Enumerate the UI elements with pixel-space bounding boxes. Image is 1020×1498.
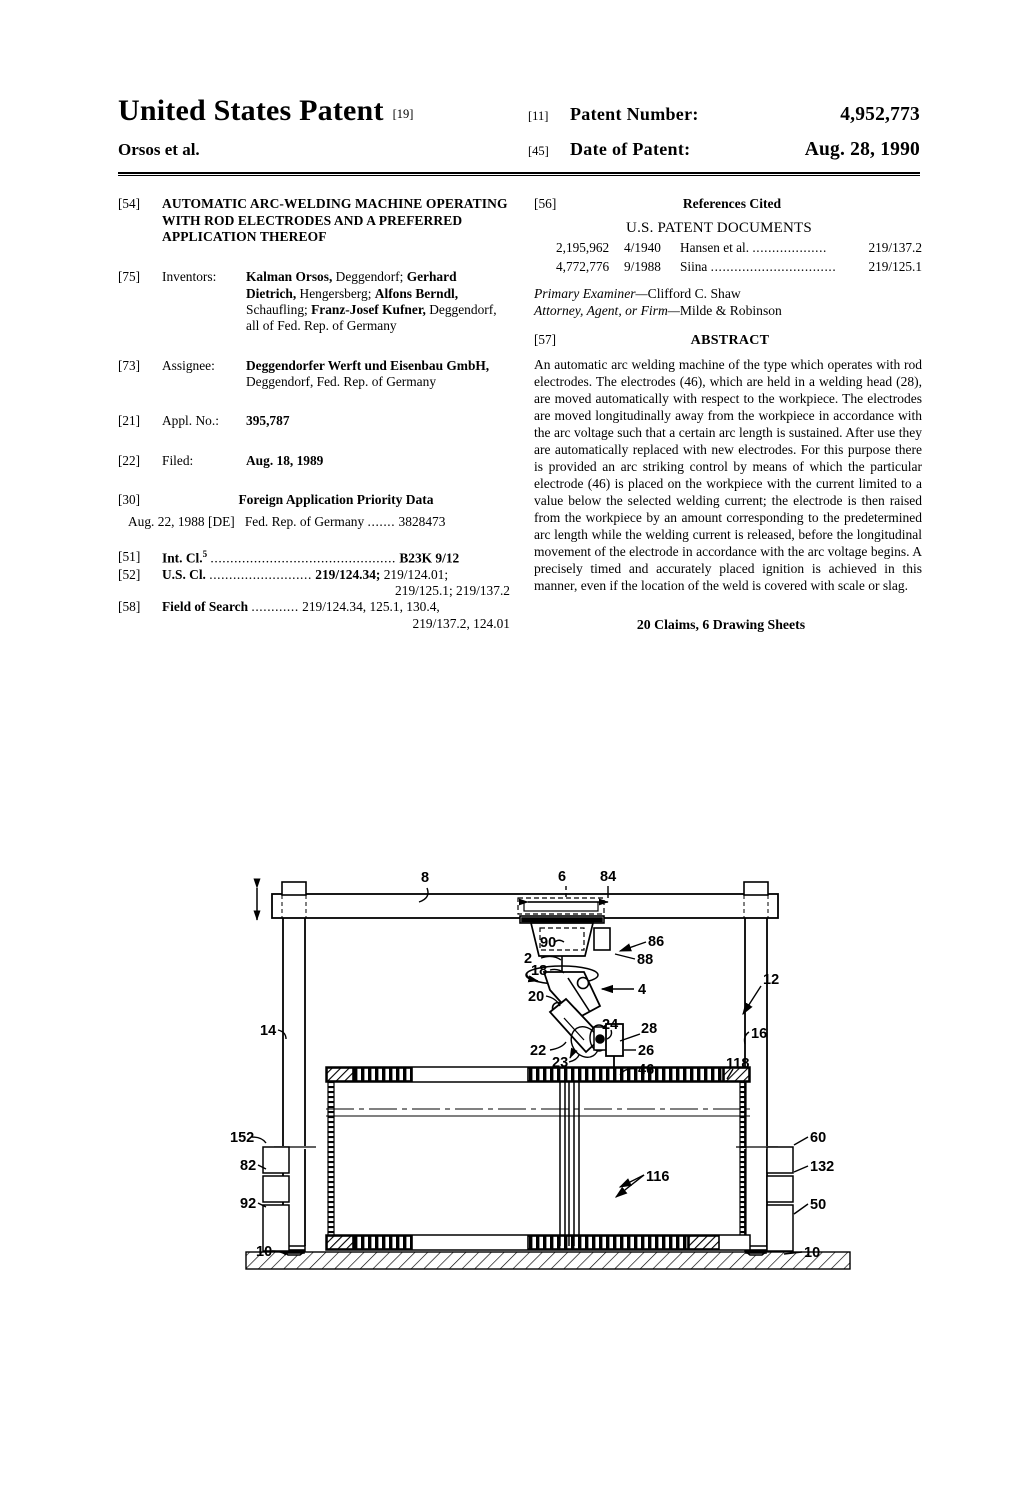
reference-inventor [680, 259, 856, 275]
references-header [534, 196, 922, 213]
electrode-guide-116 [560, 1082, 579, 1246]
masthead [118, 96, 920, 161]
numeral-14: 14 [260, 1023, 277, 1039]
reference-date: 9/1988 [624, 259, 661, 275]
attorney-line [534, 302, 922, 319]
int-cl-body [162, 549, 510, 567]
workpiece-lower-plate [326, 1235, 750, 1250]
numeral-6: 6 [558, 869, 567, 885]
invention-title: AUTOMATIC ARC-WELDING MACHINE OPERATING WITH ROD ELECTRODES AND A PREFERRED APPLICATION THEREOF [162, 196, 508, 245]
numeral-22: 22 [530, 1043, 547, 1059]
reference-classification: 219/137.2 [868, 239, 922, 255]
field-search-continuation: 219/137.2, 124.01 [412, 615, 510, 631]
field-inventors-label: Inventors: [162, 269, 217, 285]
field-assignee [118, 358, 510, 391]
numeral-60: 60 [810, 1130, 827, 1146]
attorney-label: Attorney, Agent, or Firm— [534, 303, 680, 319]
priority-heading: Foreign Application Priority Data [238, 491, 434, 507]
numeral-23: 23 [552, 1055, 569, 1071]
reference-inventor-text: Siina [680, 259, 708, 275]
field-us-cl [118, 567, 510, 583]
motor-88 [594, 928, 610, 950]
reference-patent-number: 4,772,776 [556, 259, 610, 275]
us-cl-body [162, 567, 510, 583]
reference-inventor [680, 240, 856, 256]
numeral-4: 4 [638, 982, 647, 998]
numeral-16: 16 [751, 1026, 768, 1042]
numeral-50: 50 [810, 1197, 827, 1213]
field-priority-code: [30] [118, 491, 140, 507]
us-cl-label: U.S. Cl. [162, 566, 206, 582]
numeral-10-left: 10 [256, 1244, 273, 1260]
numeral-12: 12 [763, 972, 780, 988]
field-title-code: [54] [118, 196, 140, 211]
reference-patent-number: 2,195,962 [556, 239, 610, 255]
reference-row [534, 240, 922, 256]
appl-number-value: 395,787 [246, 413, 290, 429]
numeral-86: 86 [648, 934, 665, 950]
abstract-heading: ABSTRACT [690, 332, 770, 348]
inventors-shortname: Orsos et al. [118, 140, 200, 159]
patent-number-block [528, 104, 920, 126]
int-cl-leader-dots: ............................................... [210, 550, 396, 566]
field-filed-label: Filed: [162, 452, 194, 468]
numeral-92: 92 [240, 1196, 257, 1212]
numeral-118: 118 [726, 1056, 750, 1072]
reference-classification: 219/125.1 [868, 259, 922, 275]
field-appl-label: Appl. No.: [162, 413, 219, 429]
cabinet-152 [263, 1147, 289, 1173]
numeral-90: 90 [540, 935, 557, 951]
reference-inventor-text: Hansen et al. [680, 239, 750, 255]
workpiece-upper-plate-118 [326, 1067, 750, 1082]
patent-date-label: Date of Patent: [570, 139, 691, 159]
numeral-8: 8 [421, 870, 430, 886]
filed-date-value: Aug. 18, 1989 [246, 452, 324, 468]
masthead-row-secondary [118, 139, 920, 161]
bibliographic-right-column [534, 196, 922, 633]
field-filed [118, 453, 510, 469]
inventor-city: Schaufling; [246, 301, 312, 317]
numeral-82: 82 [240, 1158, 257, 1174]
field-assignee-label: Assignee: [162, 357, 215, 373]
attorney-name: Milde & Robinson [679, 303, 782, 319]
patent-number-value: 4,952,773 [840, 104, 920, 125]
numeral-26: 26 [638, 1043, 655, 1059]
us-cl-leader-dots: .......................... [209, 566, 312, 582]
cabinet-60 [767, 1147, 793, 1173]
masthead-row-primary [118, 96, 920, 126]
field-inventors [118, 269, 510, 334]
masthead-office-block [118, 96, 528, 126]
inventor-city: Hengersberg; [296, 285, 375, 301]
inventor-name: Kalman Orsos, [246, 269, 333, 285]
patent-number-label: Patent Number: [570, 104, 699, 124]
numeral-24: 24 [602, 1017, 619, 1033]
us-cl-primary: 219/124.34; [315, 566, 381, 582]
bibliographic-left-column [118, 196, 510, 632]
field-search-leader-dots: ............ [251, 599, 299, 615]
field-appl-code: [21] [118, 413, 140, 429]
field-us-cl-code: [52] [118, 566, 141, 582]
numeral-46: 46 [638, 1062, 655, 1078]
numeral-84: 84 [600, 869, 617, 885]
patent-date-code: [45] [528, 144, 549, 158]
int-cl-edition: 5 [202, 548, 208, 559]
numeral-10-right: 10 [804, 1245, 821, 1261]
abstract-header [534, 332, 922, 349]
priority-country-code: [DE] [207, 514, 235, 530]
field-search-label: Field of Search [162, 599, 249, 615]
cabinet-50 [767, 1205, 793, 1251]
us-cl-continuation: 219/125.1; 219/137.2 [395, 582, 510, 598]
inventor-city: Deggendorf; [332, 269, 407, 285]
kind-code: [19] [392, 107, 414, 121]
reference-date: 4/1940 [624, 239, 661, 255]
masthead-authors-block [118, 141, 528, 160]
patent-number-code: [11] [528, 109, 549, 123]
numeral-116: 116 [646, 1169, 670, 1185]
assignee-value [246, 358, 510, 391]
field-int-cl-code: [51] [118, 548, 141, 564]
int-cl-value: B23K 9/12 [399, 550, 460, 566]
field-search [118, 599, 510, 615]
numeral-20: 20 [528, 989, 545, 1005]
references-subheading: U.S. PATENT DOCUMENTS [626, 219, 812, 236]
field-priority [118, 492, 510, 508]
priority-application-number: 3828473 [398, 514, 446, 530]
references-code: [56] [534, 196, 557, 211]
us-cl-secondary: 219/124.01; [380, 566, 449, 582]
priority-country: Fed. Rep. of Germany [244, 514, 365, 530]
patent-date-value: Aug. 28, 1990 [804, 139, 920, 160]
numeral-2: 2 [524, 951, 533, 967]
inventor-name: Alfons Berndl, [374, 285, 459, 301]
assignee-address: Deggendorf, Fed. Rep. of Germany [246, 373, 437, 389]
numeral-132: 132 [810, 1159, 835, 1175]
field-inventors-code: [75] [118, 269, 140, 285]
numeral-152: 152 [230, 1130, 255, 1146]
cabinet-82 [263, 1176, 289, 1202]
numeral-88: 88 [637, 952, 654, 968]
welding-machine-drawing [228, 866, 868, 1278]
masthead-divider [118, 172, 920, 176]
claims-sheets-line: 20 Claims, 6 Drawing Sheets [636, 616, 806, 632]
examiner-block [534, 285, 922, 319]
priority-date: Aug. 22, 1988 [128, 514, 205, 530]
field-assignee-code: [73] [118, 357, 140, 373]
field-int-cl [118, 549, 510, 567]
primary-examiner-line [534, 285, 922, 302]
priority-leader-dots: ....... [367, 514, 396, 530]
cabinet-132 [767, 1176, 793, 1202]
reference-row [534, 259, 922, 275]
abstract-code: [57] [534, 331, 556, 347]
assignee-name: Deggendorfer Werft und Eisenbau GmbH, [246, 357, 490, 373]
int-cl-label: Int. Cl. [162, 550, 203, 566]
inventors-list [246, 269, 510, 334]
inventor-city: Deggendorf, all of Fed. Rep. of Germany [246, 301, 497, 334]
inventor-name: Gerhard Dietrich, [246, 269, 457, 301]
patent-date-block [528, 139, 920, 161]
inventor-name: Franz-Josef Kufner, [311, 301, 426, 317]
primary-examiner-name: Clifford C. Shaw [647, 286, 741, 302]
patent-figure [228, 866, 868, 1278]
field-search-value: 219/124.34, 125.1, 130.4, [298, 599, 440, 615]
field-filed-code: [22] [118, 452, 140, 468]
priority-entry [118, 514, 510, 530]
reference-leader-dots: ................... [752, 239, 827, 255]
numeral-28: 28 [641, 1021, 658, 1037]
field-title [118, 196, 510, 246]
numeral-18: 18 [531, 963, 548, 979]
references-heading: References Cited [682, 196, 782, 211]
primary-examiner-label: Primary Examiner— [534, 286, 648, 302]
field-search-code: [58] [118, 599, 141, 615]
abstract-text: An automatic arc welding machine of the type which operates with rod electrodes. The electrodes (46), which are held in a welding head (28), are moved automatically with respect to the workpiece. The electrodes are moved longitudinally away from the workpiece in accordance with the arc voltage such that a certain arc length is sustained. After use they are automatically replaced with new electrodes. For this purpose there is provided an arc striking control by means of which the particular electrode (46) is placed on the workpiece with the current limited to a value below the selected welding current; the electrode is then raised from the workpiece by an amount corresponding to the predetermined arc length while the welding current is released, before the longitudinal movement of the electrode in accordance with the arc voltage begins. A precisely timed and accurately placed ignition is achieved in this manner, even if the location of the weld is covered with scale or slag. [534, 356, 922, 594]
field-search-body [162, 599, 510, 615]
reference-leader-dots: ................................ [710, 259, 837, 275]
page-title: United States Patent [118, 94, 384, 127]
field-appl-no [118, 413, 510, 429]
